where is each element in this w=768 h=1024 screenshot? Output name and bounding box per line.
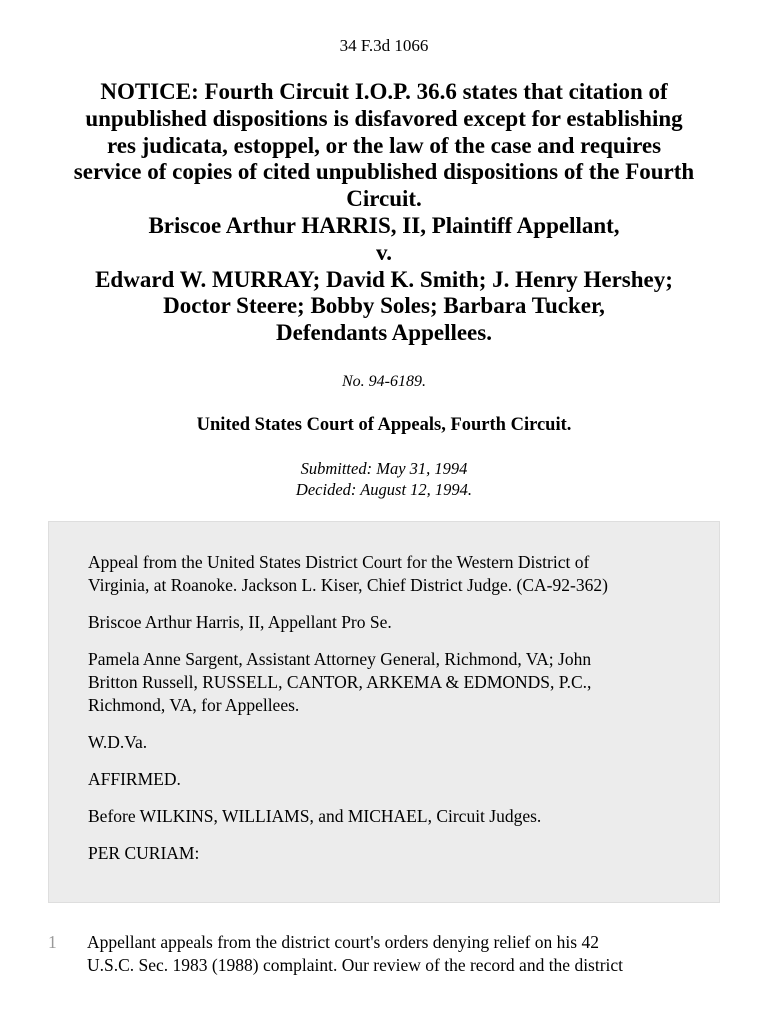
paragraph-line: Appellant appeals from the district court's orders denying relief on his 42: [87, 932, 599, 952]
appellant-counsel: Briscoe Arthur Harris, II, Appellant Pro Se.: [88, 612, 392, 632]
appellee-counsel-line: Britton Russell, RUSSELL, CANTOR, ARKEMA & EDMONDS, P.C.,: [88, 672, 592, 692]
submitted-date: Submitted: May 31, 1994: [300, 459, 468, 478]
court-name: United States Court of Appeals, Fourth Circuit.: [196, 415, 572, 435]
appellee-counsel-line: Pamela Anne Sargent, Assistant Attorney General, Richmond, VA; John: [88, 649, 592, 669]
case-dates: [0, 458, 768, 500]
appellee-counsel: [88, 648, 679, 717]
notice-line: res judicata, estoppel, or the law of the case and requires: [106, 132, 662, 158]
defendants-line: Doctor Steere; Bobby Soles; Barbara Tucker,: [163, 293, 605, 319]
appeal-line: Appeal from the United States District Court for the Western District of: [88, 552, 590, 572]
case-title: [40, 79, 728, 347]
docket-number: No. 94-6189.: [342, 373, 426, 390]
notice-line: service of copies of cited unpublished dispositions of the Fourth: [73, 159, 695, 185]
appeal-line: Virginia, at Roanoke. Jackson L. Kiser, Chief District Judge. (CA-92-362): [88, 575, 608, 595]
defendants-line: Defendants Appellees.: [276, 320, 492, 346]
paragraph-line: U.S.C. Sec. 1983 (1988) complaint. Our review of the record and the district: [87, 955, 624, 975]
district: W.D.Va.: [88, 732, 148, 752]
defendants-line: Edward W. MURRAY; David K. Smith; J. Henry Hershey;: [95, 266, 673, 292]
disposition: AFFIRMED.: [88, 769, 181, 789]
plaintiff: Briscoe Arthur HARRIS, II, Plaintiff Appellant,: [148, 212, 620, 238]
appellee-counsel-line: Richmond, VA, for Appellees.: [88, 695, 300, 715]
notice-line: unpublished dispositions is disfavored except for establishing: [85, 105, 683, 131]
notice-line: Circuit.: [346, 186, 422, 212]
panel: Before WILKINS, WILLIAMS, and MICHAEL, Circuit Judges.: [88, 806, 542, 826]
citation: 34 F.3d 1066: [339, 36, 429, 55]
paragraph-number: 1: [48, 932, 57, 952]
case-info-box: [48, 521, 720, 903]
notice-line: NOTICE: Fourth Circuit I.O.P. 36.6 states that citation of: [100, 79, 668, 104]
opinion-paragraph: [87, 931, 727, 977]
per-curiam: PER CURIAM:: [88, 843, 200, 863]
appeal-info: [88, 551, 679, 597]
versus: v.: [376, 239, 392, 265]
decided-date: Decided: August 12, 1994.: [295, 480, 473, 499]
